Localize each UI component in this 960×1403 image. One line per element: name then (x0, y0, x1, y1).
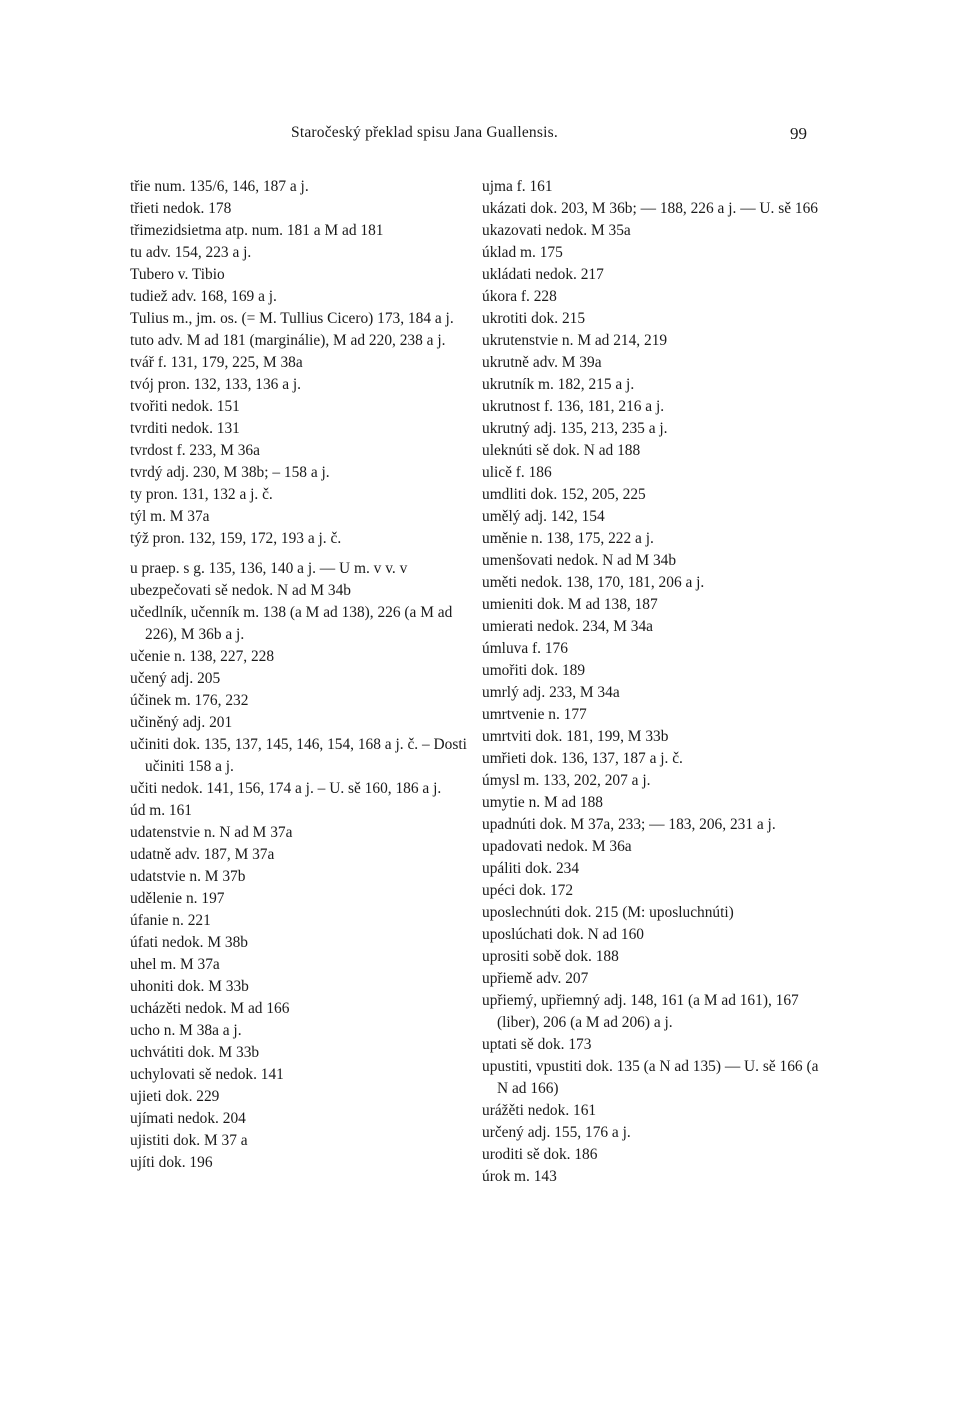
index-entry: ujímati nedok. 204 (130, 1110, 246, 1127)
index-entry: uptati sě dok. 173 (482, 1036, 592, 1053)
running-title: Staročeský překlad spisu Jana Guallensis. (291, 124, 558, 141)
index-entry: upadnúti dok. M 37a, 233; — 183, 206, 231 a j. (482, 816, 776, 833)
index-entry: tudiež adv. 168, 169 a j. (130, 288, 277, 305)
index-entry: uměnie n. 138, 175, 222 a j. (482, 530, 654, 547)
index-entry: umořiti dok. 189 (482, 662, 586, 679)
index-entry: úmluva f. 176 (482, 640, 568, 657)
index-entry: umieniti dok. M ad 138, 187 (482, 596, 658, 613)
index-entry: tvój pron. 132, 133, 136 a j. (130, 376, 301, 393)
index-entry: ukládati nedok. 217 (482, 266, 604, 283)
index-entry: úd m. 161 (130, 802, 192, 819)
index-entry: ty pron. 131, 132 a j. č. (130, 486, 273, 503)
index-entry: uprositi sobě dok. 188 (482, 948, 619, 965)
index-entry: určený adj. 155, 176 a j. (482, 1124, 631, 1141)
index-entry: učiniti dok. 135, 137, 145, 146, 154, 168 a j. č. – Dosti učiniti 158 a j. (130, 736, 467, 775)
index-entry: uleknúti sě dok. N ad 188 (482, 442, 641, 459)
index-entry: úfati nedok. M 38b (130, 934, 248, 951)
index-entry: ukrutenstvie n. M ad 214, 219 (482, 332, 668, 349)
index-entry: úklad m. 175 (482, 244, 563, 261)
index-entry: učedlník, učenník m. 138 (a M ad 138), 226 (a M ad 226), M 36b a j. (130, 604, 453, 643)
index-entry: uměti nedok. 138, 170, 181, 206 a j. (482, 574, 705, 591)
index-entry: uposlúchati dok. N ad 160 (482, 926, 645, 943)
index-entry: ujma f. 161 (482, 178, 553, 195)
index-entry: ulicě f. 186 (482, 464, 552, 481)
index-entry: urážěti nedok. 161 (482, 1102, 597, 1119)
index-entry: upadovati nedok. M 36a (482, 838, 632, 855)
index-entry: ujistiti dok. M 37 a (130, 1132, 248, 1149)
index-entry: upřiemý, upřiemný adj. 148, 161 (a M ad 161), 167 (liber), 206 (a M ad 206) a j. (482, 992, 799, 1031)
index-entry: uroditi sě dok. 186 (482, 1146, 598, 1163)
index-entry: upřiemě adv. 207 (482, 970, 589, 987)
index-entry: úmysl m. 133, 202, 207 a j. (482, 772, 651, 789)
index-entry: ukazovati nedok. M 35a (482, 222, 631, 239)
index-entry: ukázati dok. 203, M 36b; — 188, 226 a j. — U. sě 166 (482, 200, 818, 217)
index-entry: umytie n. M ad 188 (482, 794, 603, 811)
index-entry: u praep. s g. 135, 136, 140 a j. — U m. v v. v (130, 560, 408, 577)
index-entry: uchvátiti dok. M 33b (130, 1044, 260, 1061)
index-entry: tvrditi nedok. 131 (130, 420, 240, 437)
index-entry: udatstvie n. M 37b (130, 868, 246, 885)
index-entry: ucho n. M 38a a j. (130, 1022, 242, 1039)
index-entry: týž pron. 132, 159, 172, 193 a j. č. (130, 530, 342, 547)
index-entry: úkora f. 228 (482, 288, 557, 305)
index-entry: umenšovati nedok. N ad M 34b (482, 552, 677, 569)
running-header (0, 124, 960, 148)
index-entry: tvrdost f. 233, M 36a (130, 442, 260, 459)
index-entry: uposlechnúti dok. 215 (M: uposluchnúti) (482, 904, 734, 921)
index-entry: uhel m. M 37a (130, 956, 220, 973)
index-entry: ujieti dok. 229 (130, 1088, 220, 1105)
index-entry: upustiti, vpustiti dok. 135 (a N ad 135) — U. sě 166 (a N ad 166) (482, 1058, 819, 1097)
index-entry: ukrutnost f. 136, 181, 216 a j. (482, 398, 665, 415)
index-entry: tvrdý adj. 230, M 38b; – 158 a j. (130, 464, 330, 481)
index-entry: uhoniti dok. M 33b (130, 978, 249, 995)
index-entry: třimezidsietma atp. num. 181 a M ad 181 (130, 222, 384, 239)
index-entry: umrlý adj. 233, M 34a (482, 684, 620, 701)
right-column (482, 176, 827, 1188)
index-entry: umierati nedok. 234, M 34a (482, 618, 653, 635)
index-entry: úrok m. 143 (482, 1168, 557, 1185)
index-entry: učený adj. 205 (130, 670, 221, 687)
index-entry: umdliti dok. 152, 205, 225 (482, 486, 646, 503)
index-entry: upéci dok. 172 (482, 882, 574, 899)
index-entry: Tulius m., jm. os. (= M. Tullius Cicero) 173, 184 a j. (130, 310, 454, 327)
index-entry: tuto adv. M ad 181 (marginálie), M ad 220, 238 a j. (130, 332, 446, 349)
index-entry: učiti nedok. 141, 156, 174 a j. – U. sě 160, 186 a j. (130, 780, 442, 797)
index-entry: udělenie n. 197 (130, 890, 225, 907)
index-entry: ukrutně adv. M 39a (482, 354, 602, 371)
index-entry: umřieti dok. 136, 137, 187 a j. č. (482, 750, 683, 767)
index-entry: umělý adj. 142, 154 (482, 508, 605, 525)
index-entry: účinek m. 176, 232 (130, 692, 249, 709)
index-entry: ukrutník m. 182, 215 a j. (482, 376, 635, 393)
index-entry: týl m. M 37a (130, 508, 210, 525)
index-entry: tvář f. 131, 179, 225, M 38a (130, 354, 303, 371)
index-entry: ubezpečovati sě nedok. N ad M 34b (130, 582, 351, 599)
index-entry: třieti nedok. 178 (130, 200, 232, 217)
index-entry: udatenstvie n. N ad M 37a (130, 824, 293, 841)
left-column (130, 176, 470, 1174)
index-entry: ucházěti nedok. M ad 166 (130, 1000, 290, 1017)
index-entry: upáliti dok. 234 (482, 860, 580, 877)
index-entry: ukrotiti dok. 215 (482, 310, 586, 327)
index-entry: Tubero v. Tibio (130, 266, 225, 283)
index-entry: úfanie n. 221 (130, 912, 211, 929)
page-number: 99 (790, 124, 807, 143)
index-entry: udatně adv. 187, M 37a (130, 846, 275, 863)
index-entry: tvořiti nedok. 151 (130, 398, 240, 415)
index-entry: učenie n. 138, 227, 228 (130, 648, 275, 665)
index-entry: třie num. 135/6, 146, 187 a j. (130, 178, 309, 195)
index-entry: učiněný adj. 201 (130, 714, 233, 731)
index-entry: umrtviti dok. 181, 199, M 33b (482, 728, 669, 745)
index-entry: ujíti dok. 196 (130, 1154, 213, 1171)
index-entry: umrtvenie n. 177 (482, 706, 587, 723)
index-entry: tu adv. 154, 223 a j. (130, 244, 252, 261)
index-entry: uchylovati sě nedok. 141 (130, 1066, 284, 1083)
index-entry: ukrutný adj. 135, 213, 235 a j. (482, 420, 668, 437)
